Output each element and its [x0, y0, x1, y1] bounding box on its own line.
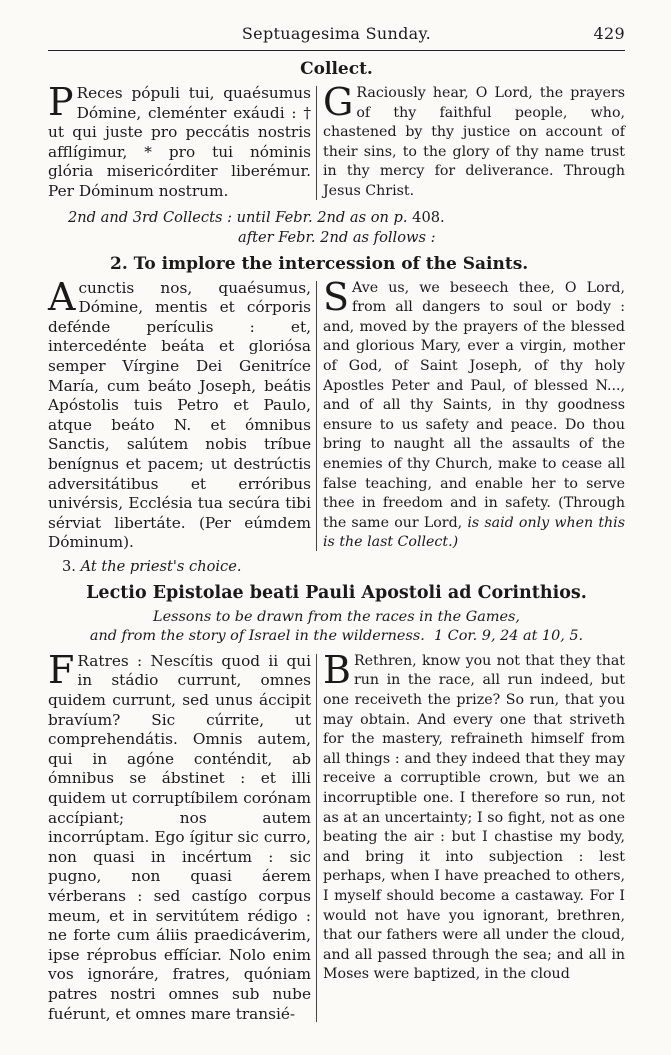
saints-columns: [48, 274, 625, 553]
header-rule: [48, 50, 625, 51]
third-collect-number: 3.: [62, 557, 76, 575]
collect-english: [318, 80, 625, 202]
rubric-collects-page: 408.: [412, 208, 445, 226]
running-head: [48, 24, 625, 48]
collect-latin-dropcap: P: [48, 80, 74, 124]
epistle-latin: [48, 647, 316, 1024]
rubric-collects-text: 2nd and 3rd Collects : until Febr. 2nd as on p.: [68, 208, 408, 226]
page-number: 429: [593, 24, 625, 43]
saints-english-text: Ave us, we beseech thee, O Lord, from all dangers to soul or body : and, moved by the prayers of the blessed and glorious Mary, ever a virgin, mother of God, of Saint Joseph, of thy holy Apostles Peter and Paul, of blessed N..., and of all thy Saints, in thy goodness ensure to us safety and peace. Do thou bring to naught all the assaults of the enemies of thy Church, make to cease all false teaching, and enable her to serve thee in freedom and in safety. (Through the same our Lord,: [323, 279, 625, 531]
saints-english: [318, 274, 625, 553]
saints-latin-dropcap: A: [48, 274, 76, 319]
epistle-english-text: Rethren, know you not that they that run in the race, all run indeed, but one receiveth the prize? So run, that you may obtain. And every one that striveth for the mastery, refraineth himself from all things : and they indeed that they may receive a corruptible crown, but we an incorruptible one. I therefore so run, not as at an uncertainty; I so fight, not as one beating the air : but I chastise my body, and bring it into subjection : lest perhaps, when I have preached to others, I myself should become a castaway. For I would not have you ignorant, brethren, that our fathers were all under the cloud, and all passed through the sea; and all in Moses were baptized, in the cloud: [323, 652, 625, 983]
epistle-latin-dropcap: F: [48, 647, 75, 692]
epistle-english-dropcap: B: [323, 647, 351, 692]
saints-latin-text: cunctis nos, quaésumus, Dómine, mentis et córporis defénde perículis : et, intercedénte beáta et gloriósa semper Vírgine Dei Genitríce María, cum beáto Joseph, beátis Apóstolis tuis Petro et Paulo, atque beáto N. et ómnibus Sanctis, salútem nobis tríbue benígnus et pacem; ut destrúctis adversitátibus et erróribus univérsis, Ecclésia tua secúra tibi sérviat libertáte. (Per eúmdem Dóminum).: [48, 278, 311, 552]
running-title: Septuagesima Sunday.: [241, 24, 432, 43]
collect-latin-text: Reces pópuli tui, quaésumus Dómine, cleménter exáudi : † ut qui juste pro peccátis nostris afflígimur, * pro tui nóminis glória misericórditer liberémur. Per Dóminum nostrum.: [48, 84, 311, 200]
collect-heading: Collect.: [300, 59, 373, 79]
saints-english-rubric: is said only when this is the last Collect.): [323, 514, 625, 551]
saints-english-dropcap: S: [323, 274, 350, 319]
epistle-columns: [48, 647, 625, 1024]
rubric-collects-line2: [48, 228, 625, 248]
collect-english-text: Raciously hear, O Lord, the prayers of thy faithful people, who, chastened by thy justice on account of their sins, to the glory of thy name trust in thy mercy for deliverance. Through Jesus Christ.: [323, 85, 625, 199]
rubric-collects-line1: [48, 208, 625, 228]
epistle-english: [318, 647, 625, 1024]
collect-english-dropcap: G: [323, 80, 354, 124]
rubric-collects-text-2: after Febr. 2nd as follows :: [238, 228, 436, 246]
collect-latin: [48, 80, 316, 202]
saints-latin: [48, 274, 316, 553]
epistle-reference: 1 Cor. 9, 24 at 10, 5.: [433, 627, 584, 644]
third-collect-text: At the priest's choice.: [80, 557, 242, 575]
collect-columns: [48, 80, 625, 202]
epistle-heading: Lectio Epistolae beati Pauli Apostoli ad Corinthios.: [86, 582, 587, 603]
epistle-latin-text: Ratres : Nescítis quod ii qui in stádio currunt, omnes quidem currunt, sed unus áccipit bravíum? Sic cúrrite, ut comprehendátis. Omnis autem, qui in agóne conténdit, ab ómnibus se ábstinet : et illi quidem ut corruptíbilem corónam accípiant; nos autem incorrúptam. Ego ígitur sic curro, non quasi in incértum : sic pugno, non quasi áerem vérberans : sed castígo corpus meum, et in servitútem rédigo : ne forte cum áliis praedicáverim, ipse réprobus effíciar. Nolo enim vos ignoráre, fratres, quóniam patres nostri omnes sub nube fuérunt, et omnes mare transié-: [48, 651, 311, 1023]
epistle-note-text: and from the story of Israel in the wilderness.: [89, 627, 425, 644]
epistle-note-line1: Lessons to be drawn from the races in the Games,: [153, 608, 520, 625]
epistle-note-line2: [48, 627, 625, 646]
saints-heading: 2. To implore the intercession of the Saints.: [110, 253, 529, 274]
third-collect-line: [48, 557, 625, 577]
